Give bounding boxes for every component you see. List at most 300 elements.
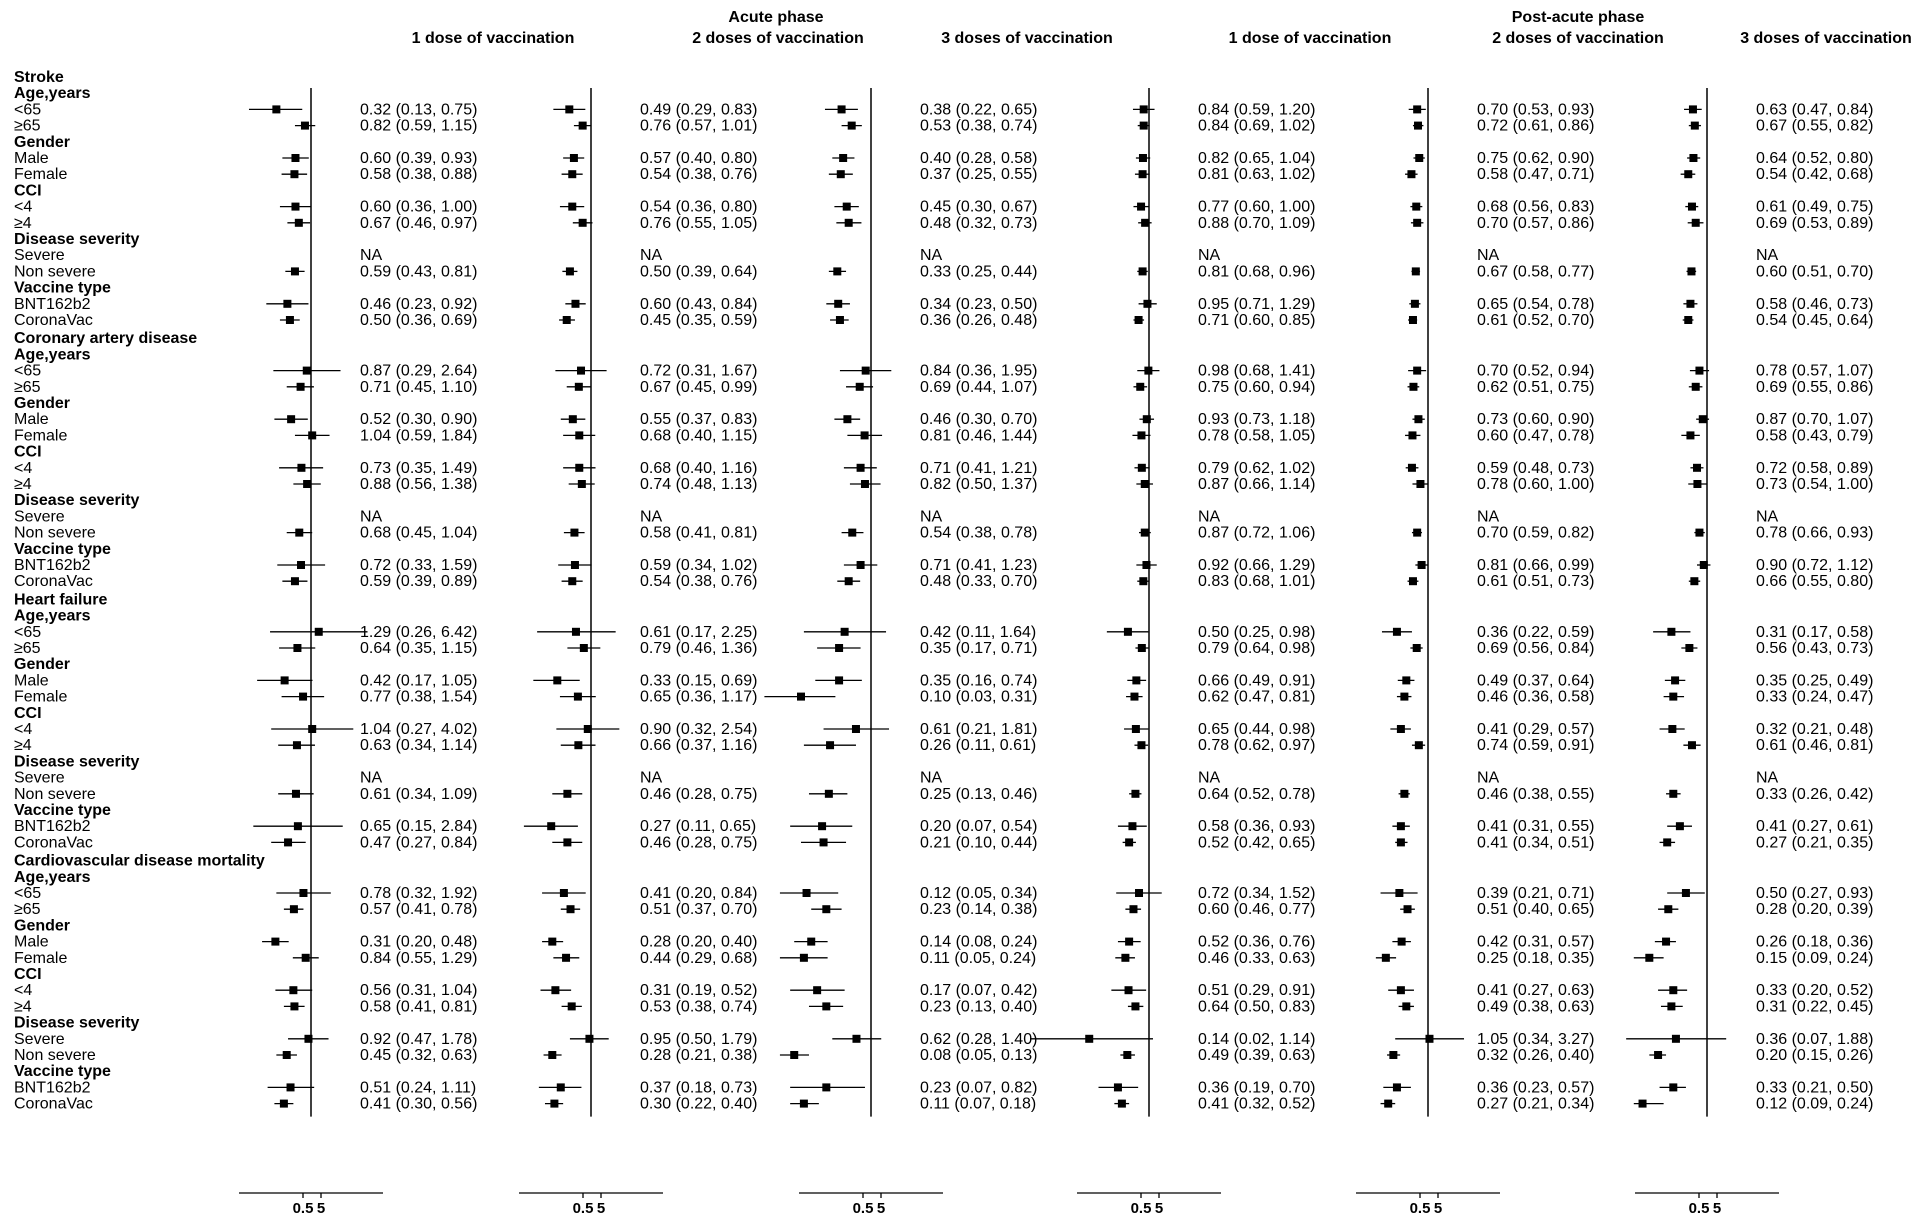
- estimate-text: 0.45 (0.32, 0.63): [360, 1047, 478, 1064]
- estimate-text: 0.14 (0.08, 0.24): [920, 933, 1038, 951]
- estimate-text: 0.56 (0.43, 0.73): [1756, 640, 1874, 657]
- estimate-text: 0.42 (0.11, 1.64): [920, 623, 1037, 641]
- point-estimate: [1669, 790, 1677, 798]
- phase-title: Post-acute phase: [1511, 9, 1645, 26]
- point-estimate: [283, 300, 291, 308]
- row-label: BNT162b2: [14, 818, 91, 836]
- row-label: ≥65: [14, 378, 41, 396]
- point-estimate: [308, 431, 316, 439]
- point-estimate: [301, 122, 309, 130]
- point-estimate: [1684, 316, 1692, 324]
- point-estimate: [1639, 1100, 1647, 1108]
- point-estimate: [803, 889, 811, 897]
- point-estimate: [1672, 1035, 1680, 1043]
- estimate-text: 0.73 (0.54, 1.00): [1756, 476, 1874, 493]
- x-tick-label: 5: [1154, 1200, 1164, 1215]
- point-estimate: [845, 577, 853, 585]
- estimate-text: 0.33 (0.26, 0.42): [1756, 785, 1874, 803]
- estimate-text: 0.47 (0.27, 0.84): [360, 834, 478, 852]
- point-estimate: [1688, 741, 1696, 749]
- estimate-text: 0.28 (0.20, 0.40): [640, 933, 758, 951]
- estimate-text: 0.36 (0.19, 0.70): [1198, 1079, 1316, 1097]
- point-estimate: [1662, 938, 1670, 946]
- estimate-text: 0.37 (0.18, 0.73): [640, 1079, 758, 1097]
- estimate-text: 0.27 (0.21, 0.34): [1477, 1095, 1595, 1113]
- point-estimate: [1118, 1100, 1126, 1108]
- estimate-text: NA: [1756, 508, 1779, 526]
- estimate-text: 0.69 (0.53, 0.89): [1756, 214, 1874, 232]
- point-estimate: [1669, 986, 1677, 994]
- point-estimate: [1136, 383, 1144, 391]
- estimate-text: 0.65 (0.15, 2.84): [360, 818, 478, 836]
- estimate-text: 0.61 (0.21, 1.81): [920, 721, 1038, 738]
- point-estimate: [1395, 889, 1403, 897]
- estimate-text: 0.45 (0.30, 0.67): [920, 198, 1038, 216]
- point-estimate: [1397, 986, 1405, 994]
- point-estimate: [568, 170, 576, 178]
- point-estimate: [1125, 938, 1133, 946]
- point-estimate: [1682, 889, 1690, 897]
- point-estimate: [291, 267, 299, 275]
- estimate-text: 0.41 (0.32, 0.52): [1198, 1095, 1316, 1113]
- estimate-text: 0.98 (0.68, 1.41): [1198, 362, 1316, 380]
- point-estimate: [835, 676, 843, 684]
- point-estimate: [290, 905, 298, 913]
- point-estimate: [1668, 725, 1676, 733]
- estimate-text: 0.65 (0.54, 0.78): [1477, 295, 1595, 313]
- estimate-text: 0.62 (0.51, 0.75): [1477, 378, 1595, 396]
- estimate-text: NA: [920, 508, 943, 526]
- point-estimate: [551, 986, 559, 994]
- estimate-text: 0.38 (0.22, 0.65): [920, 101, 1038, 119]
- point-estimate: [297, 464, 305, 472]
- estimate-text: 0.33 (0.25, 0.44): [920, 263, 1038, 281]
- point-estimate: [315, 628, 323, 636]
- estimate-text: 0.66 (0.49, 0.91): [1198, 672, 1316, 690]
- estimate-text: 0.65 (0.36, 1.17): [640, 688, 758, 706]
- estimate-text: 0.32 (0.21, 0.48): [1756, 721, 1874, 738]
- point-estimate: [568, 1002, 576, 1010]
- estimate-text: 0.51 (0.40, 0.65): [1477, 901, 1595, 919]
- estimate-text: 0.60 (0.43, 0.84): [640, 295, 758, 313]
- point-estimate: [1125, 838, 1133, 846]
- point-estimate: [1402, 1002, 1410, 1010]
- point-estimate: [1689, 154, 1697, 162]
- estimate-text: 0.39 (0.21, 0.71): [1477, 885, 1595, 902]
- estimate-text: 0.77 (0.38, 1.54): [360, 688, 478, 706]
- estimate-text: 0.88 (0.70, 1.09): [1198, 214, 1316, 232]
- point-estimate: [1139, 267, 1147, 275]
- estimate-text: 0.81 (0.46, 1.44): [920, 427, 1038, 445]
- point-estimate: [1128, 822, 1136, 830]
- estimate-text: 0.52 (0.36, 0.76): [1198, 933, 1316, 951]
- point-estimate: [1140, 122, 1148, 130]
- row-label: <65: [14, 623, 42, 641]
- estimate-text: 0.70 (0.53, 0.93): [1477, 101, 1595, 119]
- point-estimate: [843, 203, 851, 211]
- estimate-text: 0.71 (0.60, 0.85): [1198, 312, 1316, 329]
- point-estimate: [1645, 954, 1653, 962]
- x-tick-label: 0.5: [1409, 1200, 1431, 1215]
- row-label: <4: [14, 198, 33, 216]
- estimate-text: 0.54 (0.36, 0.80): [640, 198, 758, 216]
- estimate-text: 0.58 (0.46, 0.73): [1756, 295, 1874, 313]
- estimate-text: 0.23 (0.14, 0.38): [920, 901, 1038, 919]
- point-estimate: [303, 367, 311, 375]
- estimate-text: 0.12 (0.09, 0.24): [1756, 1095, 1874, 1113]
- point-estimate: [1676, 822, 1684, 830]
- estimate-text: 0.72 (0.33, 1.59): [360, 557, 478, 574]
- point-estimate: [1397, 822, 1405, 830]
- row-label: Female: [14, 166, 68, 184]
- subgroup-heading: CCI: [14, 443, 42, 461]
- row-label: <65: [14, 362, 42, 380]
- estimate-text: 0.64 (0.52, 0.80): [1756, 150, 1874, 167]
- estimate-text: 0.48 (0.33, 0.70): [920, 573, 1038, 591]
- row-label: Severe: [14, 1030, 65, 1048]
- point-estimate: [563, 316, 571, 324]
- estimate-text: 0.25 (0.18, 0.35): [1477, 949, 1595, 967]
- point-estimate: [1671, 676, 1679, 684]
- point-estimate: [1685, 644, 1693, 652]
- point-estimate: [585, 1035, 593, 1043]
- point-estimate: [1143, 300, 1151, 308]
- estimate-text: NA: [1198, 247, 1221, 265]
- estimate-text: 0.84 (0.55, 1.29): [360, 949, 478, 967]
- subgroup-heading: CCI: [14, 704, 42, 722]
- point-estimate: [1384, 1100, 1392, 1108]
- row-label: ≥65: [14, 117, 41, 135]
- estimate-text: NA: [1756, 769, 1779, 787]
- point-estimate: [299, 693, 307, 701]
- estimate-text: 0.46 (0.38, 0.55): [1477, 785, 1595, 803]
- estimate-text: 0.41 (0.34, 0.51): [1477, 834, 1595, 852]
- point-estimate: [861, 480, 869, 488]
- estimate-text: NA: [1477, 508, 1500, 526]
- estimate-text: 0.41 (0.20, 0.84): [640, 885, 758, 902]
- point-estimate: [856, 383, 864, 391]
- point-estimate: [290, 170, 298, 178]
- point-estimate: [845, 219, 853, 227]
- point-estimate: [302, 954, 310, 962]
- x-tick-label: 0.5: [572, 1200, 594, 1215]
- row-label: <4: [14, 459, 33, 477]
- estimate-text: NA: [1477, 247, 1500, 265]
- estimate-text: 0.71 (0.45, 1.10): [360, 378, 478, 396]
- row-label: ≥4: [14, 998, 32, 1016]
- estimate-text: 0.36 (0.07, 1.88): [1756, 1030, 1874, 1048]
- estimate-text: 0.32 (0.13, 0.75): [360, 101, 478, 119]
- subgroup-heading: Gender: [14, 917, 71, 935]
- estimate-text: 0.46 (0.33, 0.63): [1198, 949, 1316, 967]
- estimate-text: 0.27 (0.21, 0.35): [1756, 834, 1874, 852]
- point-estimate: [1135, 889, 1143, 897]
- point-estimate: [1413, 367, 1421, 375]
- estimate-text: 0.82 (0.59, 1.15): [360, 117, 478, 135]
- point-estimate: [568, 203, 576, 211]
- estimate-text: 0.08 (0.05, 0.13): [920, 1047, 1038, 1064]
- point-estimate: [297, 561, 305, 569]
- point-estimate: [1689, 105, 1697, 113]
- point-estimate: [1397, 838, 1405, 846]
- point-estimate: [1693, 464, 1701, 472]
- estimate-text: NA: [920, 769, 943, 787]
- point-estimate: [1137, 741, 1145, 749]
- estimate-text: 0.23 (0.13, 0.40): [920, 998, 1038, 1016]
- estimate-text: 0.62 (0.28, 1.40): [920, 1030, 1038, 1048]
- estimate-text: 0.50 (0.25, 0.98): [1198, 623, 1316, 641]
- x-tick-label: 5: [1433, 1200, 1443, 1215]
- estimate-text: 0.42 (0.17, 1.05): [360, 672, 478, 690]
- dose-header: 2 doses of vaccination: [1492, 30, 1664, 47]
- point-estimate: [1692, 383, 1700, 391]
- point-estimate: [1415, 154, 1423, 162]
- point-estimate: [291, 577, 299, 585]
- point-estimate: [1129, 905, 1137, 913]
- estimate-text: 0.54 (0.38, 0.78): [920, 524, 1038, 542]
- estimate-text: 0.81 (0.63, 1.02): [1198, 166, 1316, 184]
- estimate-text: 0.37 (0.25, 0.55): [920, 166, 1038, 184]
- point-estimate: [294, 822, 302, 830]
- point-estimate: [1413, 644, 1421, 652]
- estimate-text: 0.21 (0.10, 0.44): [920, 834, 1038, 852]
- estimate-text: 0.33 (0.24, 0.47): [1756, 688, 1874, 706]
- subgroup-heading: Vaccine type: [14, 540, 111, 558]
- point-estimate: [560, 889, 568, 897]
- row-label: ≥4: [14, 476, 32, 493]
- point-estimate: [813, 986, 821, 994]
- point-estimate: [577, 367, 585, 375]
- estimate-text: 0.87 (0.29, 2.64): [360, 362, 478, 380]
- estimate-text: 0.90 (0.32, 2.54): [640, 721, 758, 738]
- point-estimate: [572, 628, 580, 636]
- estimate-text: 0.35 (0.17, 0.71): [920, 640, 1038, 657]
- outcome-heading: Cardiovascular disease mortality: [14, 852, 265, 870]
- point-estimate: [1140, 105, 1148, 113]
- estimate-text: 0.45 (0.35, 0.59): [640, 312, 758, 329]
- point-estimate: [822, 1083, 830, 1091]
- estimate-text: 0.72 (0.61, 0.86): [1477, 117, 1595, 135]
- point-estimate: [295, 219, 303, 227]
- subgroup-heading: Vaccine type: [14, 279, 111, 297]
- estimate-text: 0.56 (0.31, 1.04): [360, 982, 478, 1000]
- row-label: Non severe: [14, 785, 96, 803]
- estimate-text: 0.31 (0.20, 0.48): [360, 933, 478, 951]
- row-label: Non severe: [14, 524, 96, 542]
- dose-header: 1 dose of vaccination: [411, 30, 575, 47]
- point-estimate: [1137, 431, 1145, 439]
- estimate-text: 0.61 (0.49, 0.75): [1756, 198, 1874, 216]
- point-estimate: [1690, 577, 1698, 585]
- estimate-text: 0.28 (0.21, 0.38): [640, 1047, 758, 1064]
- row-label: Female: [14, 688, 68, 706]
- estimate-text: 0.76 (0.57, 1.01): [640, 117, 758, 135]
- dose-header: 3 doses of vaccination: [941, 30, 1113, 47]
- estimate-text: 0.46 (0.23, 0.92): [360, 295, 478, 313]
- estimate-text: 0.75 (0.62, 0.90): [1477, 150, 1595, 167]
- subgroup-heading: CCI: [14, 182, 42, 200]
- outcome-heading: Heart failure: [14, 591, 108, 609]
- estimate-text: 0.50 (0.39, 0.64): [640, 263, 758, 281]
- row-label: <65: [14, 101, 42, 119]
- point-estimate: [1409, 383, 1417, 391]
- point-estimate: [835, 644, 843, 652]
- point-estimate: [820, 838, 828, 846]
- point-estimate: [1699, 415, 1707, 423]
- row-label: ≥4: [14, 737, 32, 755]
- estimate-text: 0.35 (0.25, 0.49): [1756, 672, 1874, 690]
- point-estimate: [800, 1100, 808, 1108]
- estimate-text: 0.72 (0.58, 0.89): [1756, 459, 1874, 477]
- point-estimate: [568, 577, 576, 585]
- estimate-text: 0.28 (0.20, 0.39): [1756, 901, 1874, 919]
- estimate-text: 0.20 (0.07, 0.54): [920, 818, 1038, 836]
- point-estimate: [272, 105, 280, 113]
- estimate-text: 0.67 (0.55, 0.82): [1756, 117, 1874, 135]
- estimate-text: 0.79 (0.64, 0.98): [1198, 640, 1316, 657]
- point-estimate: [1121, 954, 1129, 962]
- estimate-text: 0.68 (0.45, 1.04): [360, 524, 478, 542]
- point-estimate: [578, 480, 586, 488]
- point-estimate: [790, 1051, 798, 1059]
- estimate-text: 0.78 (0.57, 1.07): [1756, 362, 1874, 380]
- estimate-text: 0.71 (0.41, 1.23): [920, 557, 1038, 574]
- estimate-text: 0.34 (0.23, 0.50): [920, 295, 1038, 313]
- point-estimate: [1688, 203, 1696, 211]
- estimate-text: 0.95 (0.50, 1.79): [640, 1030, 758, 1048]
- estimate-text: 0.60 (0.39, 0.93): [360, 150, 478, 167]
- point-estimate: [1139, 170, 1147, 178]
- estimate-text: 0.64 (0.50, 0.83): [1198, 998, 1316, 1016]
- point-estimate: [797, 693, 805, 701]
- point-estimate: [1137, 203, 1145, 211]
- estimate-text: 0.11 (0.07, 0.18): [920, 1095, 1037, 1113]
- point-estimate: [1416, 480, 1424, 488]
- row-label: CoronaVac: [14, 1095, 93, 1113]
- estimate-text: 1.04 (0.59, 1.84): [360, 427, 478, 445]
- estimate-text: 0.76 (0.55, 1.05): [640, 214, 758, 232]
- row-label: CoronaVac: [14, 312, 93, 329]
- estimate-text: NA: [1198, 508, 1221, 526]
- point-estimate: [553, 676, 561, 684]
- point-estimate: [1669, 693, 1677, 701]
- point-estimate: [1130, 693, 1138, 701]
- subgroup-heading: Disease severity: [14, 492, 140, 510]
- estimate-text: 0.60 (0.36, 1.00): [360, 198, 478, 216]
- point-estimate: [575, 383, 583, 391]
- dose-header: 2 doses of vaccination: [692, 30, 864, 47]
- point-estimate: [1409, 316, 1417, 324]
- point-estimate: [1132, 725, 1140, 733]
- estimate-text: 0.40 (0.28, 0.58): [920, 150, 1038, 167]
- estimate-text: 0.69 (0.56, 0.84): [1477, 640, 1595, 657]
- estimate-text: 0.33 (0.20, 0.52): [1756, 982, 1874, 1000]
- estimate-text: NA: [360, 247, 383, 265]
- x-tick-label: 5: [876, 1200, 886, 1215]
- x-tick-label: 0.5: [1130, 1200, 1152, 1215]
- point-estimate: [1125, 986, 1133, 994]
- estimate-text: 0.42 (0.31, 0.57): [1477, 933, 1595, 951]
- subgroup-heading: Gender: [14, 656, 71, 674]
- estimate-text: 0.82 (0.50, 1.37): [920, 476, 1038, 493]
- estimate-text: 0.70 (0.57, 0.86): [1477, 214, 1595, 232]
- estimate-text: 0.57 (0.41, 0.78): [360, 901, 478, 919]
- point-estimate: [293, 741, 301, 749]
- point-estimate: [841, 628, 849, 636]
- point-estimate: [1684, 170, 1692, 178]
- estimate-text: 0.59 (0.39, 0.89): [360, 573, 478, 591]
- subgroup-heading: Gender: [14, 395, 71, 412]
- estimate-text: 0.78 (0.62, 0.97): [1198, 737, 1316, 755]
- point-estimate: [1132, 676, 1140, 684]
- row-label: Male: [14, 411, 49, 429]
- estimate-text: 0.54 (0.42, 0.68): [1756, 166, 1874, 184]
- estimate-text: 0.26 (0.18, 0.36): [1756, 933, 1874, 951]
- estimate-text: 0.72 (0.34, 1.52): [1198, 885, 1316, 902]
- subgroup-heading: Age,years: [14, 607, 91, 625]
- point-estimate: [1418, 561, 1426, 569]
- point-estimate: [825, 790, 833, 798]
- estimate-text: 0.33 (0.15, 0.69): [640, 672, 758, 690]
- dose-header: 3 doses of vaccination: [1740, 30, 1912, 47]
- row-label: Male: [14, 672, 49, 690]
- point-estimate: [295, 529, 303, 537]
- estimate-text: 0.44 (0.29, 0.68): [640, 949, 758, 967]
- estimate-text: 0.49 (0.29, 0.83): [640, 101, 758, 119]
- point-estimate: [570, 154, 578, 162]
- subgroup-heading: Age,years: [14, 868, 91, 886]
- point-estimate: [1404, 905, 1412, 913]
- point-estimate: [1407, 170, 1415, 178]
- estimate-text: 0.74 (0.48, 1.13): [640, 476, 758, 493]
- estimate-text: 0.46 (0.36, 0.58): [1477, 688, 1595, 706]
- estimate-text: 0.27 (0.11, 0.65): [640, 818, 757, 836]
- point-estimate: [562, 954, 570, 962]
- point-estimate: [822, 1002, 830, 1010]
- estimate-text: 0.58 (0.38, 0.88): [360, 166, 478, 184]
- estimate-text: 0.51 (0.37, 0.70): [640, 901, 758, 919]
- point-estimate: [1693, 480, 1701, 488]
- point-estimate: [1400, 693, 1408, 701]
- point-estimate: [280, 1100, 288, 1108]
- point-estimate: [1397, 725, 1405, 733]
- estimate-text: 0.68 (0.56, 0.83): [1477, 198, 1595, 216]
- estimate-text: NA: [640, 247, 663, 265]
- point-estimate: [1393, 1083, 1401, 1091]
- estimate-text: 0.79 (0.46, 1.36): [640, 640, 758, 657]
- estimate-text: 0.31 (0.22, 0.45): [1756, 998, 1874, 1016]
- row-label: <65: [14, 885, 42, 902]
- estimate-text: 0.66 (0.37, 1.16): [640, 737, 758, 755]
- point-estimate: [1686, 431, 1694, 439]
- point-estimate: [579, 219, 587, 227]
- point-estimate: [287, 415, 295, 423]
- point-estimate: [289, 986, 297, 994]
- x-tick-label: 5: [1712, 1200, 1722, 1215]
- subgroup-heading: Disease severity: [14, 231, 140, 248]
- estimate-text: 0.55 (0.37, 0.83): [640, 411, 758, 429]
- point-estimate: [1664, 905, 1672, 913]
- estimate-text: 0.70 (0.52, 0.94): [1477, 362, 1595, 380]
- estimate-text: 1.05 (0.34, 3.27): [1477, 1030, 1595, 1048]
- estimate-text: 0.83 (0.68, 1.01): [1198, 573, 1316, 591]
- point-estimate: [857, 561, 865, 569]
- point-estimate: [1389, 1051, 1397, 1059]
- point-estimate: [1135, 316, 1143, 324]
- x-tick-label: 5: [596, 1200, 606, 1215]
- x-tick-label: 0.5: [1688, 1200, 1710, 1215]
- point-estimate: [1124, 628, 1132, 636]
